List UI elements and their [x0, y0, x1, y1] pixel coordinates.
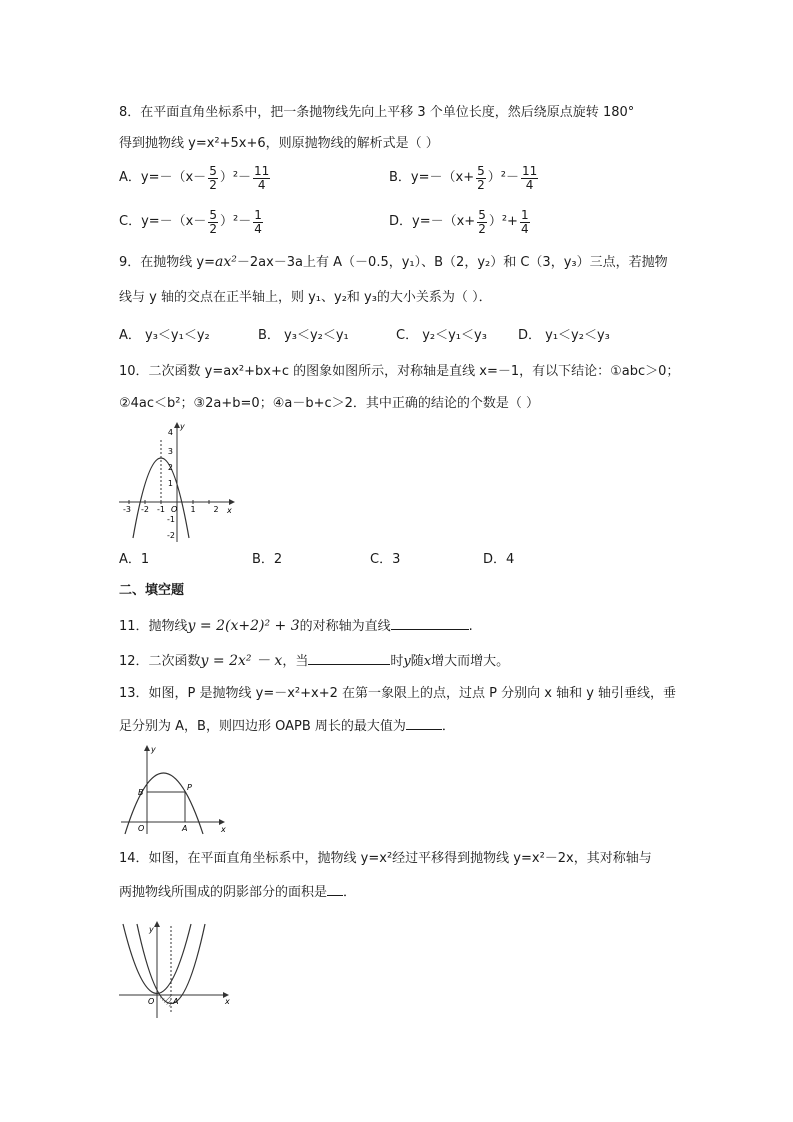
frac-num: 5 [209, 163, 217, 178]
x-axis-arrow-icon [229, 499, 235, 505]
q14-graph [117, 918, 232, 1028]
point-a-label: A [173, 997, 179, 1006]
x-axis-label: x [227, 506, 232, 515]
q8-option-b-frac1 [476, 165, 486, 192]
q8-option-b [389, 161, 540, 195]
q12-var-y: y [403, 654, 411, 669]
origin-label: O [171, 505, 178, 514]
point-b-label: B [138, 788, 144, 797]
y-axis-arrow-icon [154, 921, 160, 927]
q8-option-c-frac2 [253, 209, 263, 236]
origin-label: O [148, 997, 155, 1006]
q14-line2 [119, 883, 356, 902]
q8-option-c [119, 205, 265, 239]
rectangle-oapb [147, 792, 185, 822]
y-axis-arrow-icon [144, 745, 150, 751]
q8-option-b-frac2 [521, 165, 538, 192]
q8-option-a-frac2 [253, 165, 270, 192]
q8-option-b-mid: ）²－ [487, 170, 519, 185]
frac-den: 2 [209, 177, 217, 192]
section-title: 二、填空题 [119, 583, 185, 598]
q10-option-d: D．4 [483, 552, 515, 567]
q8-option-a-label: A．y=－（x－ [119, 170, 207, 185]
point-p-label: P [187, 783, 192, 792]
q11-suffix: 的对称轴为直线 [299, 619, 391, 634]
x-tick-label: 2 [213, 505, 219, 514]
q8-line1: 8．在平面直角坐标系中，把一条抛物线先向上平移 3 个单位长度，然后绕原点旋转 180° [119, 105, 635, 120]
y-axis-label: y [151, 745, 156, 754]
frac-den: 2 [477, 177, 485, 192]
q11-end: . [468, 619, 473, 634]
q9-formula: ax² [215, 254, 237, 270]
q13-line2-b: ． [441, 719, 455, 734]
q10-line2: ②4ac＜b²；③2a+b=0；④a－b+c＞2．其中正确的结论的个数是（ ） [119, 396, 540, 411]
frac-num: 5 [478, 207, 486, 222]
x-axis-label: x [225, 997, 230, 1006]
q12-prefix: 12．二次函数 [119, 654, 201, 669]
x-tick-label: 1 [190, 505, 196, 514]
frac-num: 5 [477, 163, 485, 178]
frac-den: 2 [209, 221, 217, 236]
q13-graph [117, 742, 229, 837]
q12-answer-blank[interactable] [308, 652, 390, 665]
q12-formula: y = 2x² － x [200, 653, 283, 669]
point-o-label: O [138, 824, 145, 833]
q8-option-c-frac1 [208, 209, 218, 236]
q8-option-d-label: D．y=－（x+ [389, 214, 476, 229]
frac-den: 4 [254, 221, 262, 236]
q9-option-c: C． y₂＜y₁＜y₃ [396, 328, 487, 343]
q8-option-c-label: C．y=－（x－ [119, 214, 207, 229]
q14-answer-blank[interactable] [327, 883, 343, 896]
x-tick-label: -1 [157, 505, 165, 514]
q8-option-c-mid: ）²－ [220, 214, 252, 229]
x-axis-label: x [221, 825, 226, 834]
q12-var-x: x [423, 654, 432, 669]
frac-num: 1 [520, 207, 529, 222]
shaded-region [157, 995, 171, 1008]
y-tick-label: 4 [167, 428, 173, 437]
q8-option-b-label: B．y=－（x+ [389, 170, 475, 185]
q11-line [119, 617, 473, 636]
y-tick-label: 2 [167, 463, 173, 472]
q11-formula: y = 2(x+2)² + 3 [187, 618, 300, 634]
y-tick-label: -1 [167, 515, 175, 524]
q8-option-d-frac1 [477, 209, 487, 236]
q10-line1: 10．二次函数 y=ax²+bx+c 的图象如图所示，对称轴是直线 x=－1，有以下结论：①abc＞0； [119, 364, 680, 379]
q8-option-a [119, 161, 272, 195]
q10-option-b: B．2 [252, 552, 283, 567]
q14-line2-a: 两抛物线所围成的阴影部分的面积是 [119, 885, 328, 900]
q11-prefix: 11．抛物线 [119, 619, 188, 634]
y-axis-label: y [180, 422, 185, 431]
q9-line1 [119, 253, 668, 272]
frac-num: 11 [521, 163, 538, 178]
frac-den: 2 [478, 221, 486, 236]
y-axis-label: y [149, 925, 154, 934]
point-a-label: A [182, 824, 188, 833]
q10-option-a: A．1 [119, 552, 150, 567]
frac-num: 1 [254, 207, 262, 222]
x-tick-label: -3 [123, 505, 131, 514]
q8-option-d [389, 205, 532, 239]
q13-line2-a: 足分别为 A，B，则四边形 OAPB 周长的最大值为 [119, 719, 406, 734]
x-tick-label: -2 [141, 505, 149, 514]
q13-line1: 13．如图，P 是抛物线 y=－x²+x+2 在第一象限上的点，过点 P 分别向 x 轴和 y 轴引垂线，垂 [119, 686, 677, 701]
q9-option-d: D． y₁＜y₂＜y₃ [518, 328, 610, 343]
y-tick-label: -2 [167, 531, 175, 540]
q12-line [119, 652, 509, 671]
frac-den: 4 [520, 221, 529, 236]
q8-option-a-frac1 [208, 165, 218, 192]
q9-line1-c: －2ax－3a上有 A（－0.5，y₁）、B（2，y₂）和 C（3，y₃）三点，若抛物 [236, 255, 668, 270]
q13-answer-blank[interactable] [406, 717, 442, 730]
q9-line1-a: 9．在抛物线 y= [119, 255, 215, 270]
q9-line2: 线与 y 轴的交点在正半轴上，则 y₁、y₂和 y₃的大小关系为（ ）． [119, 290, 492, 305]
q10-graph [117, 420, 237, 545]
q8-option-a-mid: ）²－ [219, 170, 252, 185]
q10-option-c: C．3 [370, 552, 401, 567]
q8-line2: 得到抛物线 y=x²+5x+6，则原抛物线的解析式是（ ） [119, 136, 439, 151]
q14-line1: 14．如图，在平面直角坐标系中，抛物线 y=x²经过平移得到抛物线 y=x²－2x，其对称轴与 [119, 851, 652, 866]
y-tick-label: 1 [167, 479, 173, 488]
q12-suffix5: 增大而增大。 [431, 654, 510, 669]
q12-suffix3: 随 [410, 654, 424, 669]
q8-option-d-mid: ）²+ [488, 214, 518, 229]
frac-den: 4 [525, 177, 534, 192]
y-tick-label: 3 [167, 447, 173, 456]
frac-num: 5 [209, 207, 217, 222]
q11-answer-blank[interactable] [391, 617, 469, 630]
q8-option-d-frac2 [520, 209, 530, 236]
frac-den: 4 [257, 177, 266, 192]
q12-mid: ，当 [282, 654, 309, 669]
q9-option-b: B． y₃＜y₂＜y₁ [258, 328, 349, 343]
q12-suffix: 时 [390, 654, 404, 669]
q13-line2 [119, 717, 455, 736]
frac-num: 11 [254, 163, 270, 178]
q14-line2-b: ． [343, 885, 357, 900]
q9-option-a: A． y₃＜y₁＜y₂ [119, 328, 210, 343]
